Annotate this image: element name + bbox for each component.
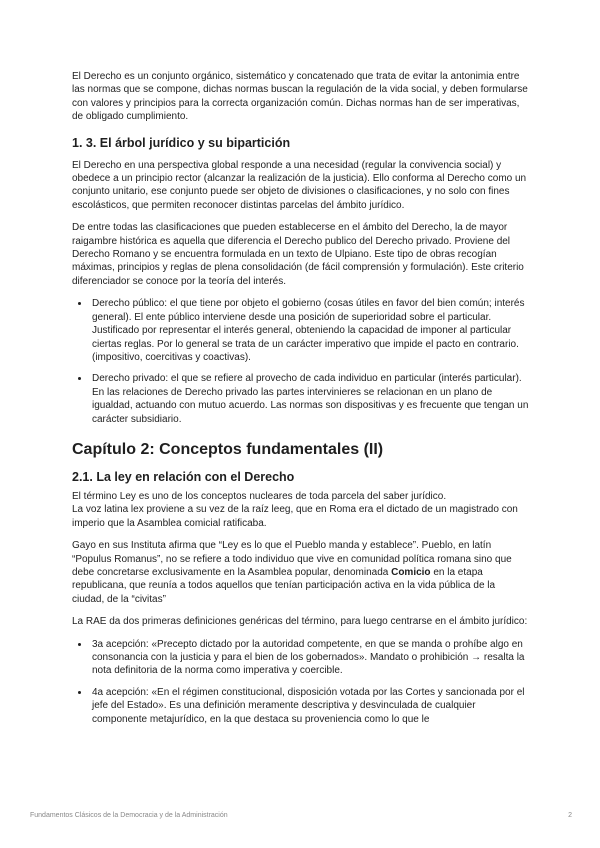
footer-title: Fundamentos Clásicos de la Democracia y de la Administración [30, 812, 228, 819]
paragraph: El Derecho en una perspectiva global responde a una necesidad (regular la convivencia social) y obedece a un principio rector (alcanzar la realización de la justicia). Ello conforma al Derecho como un conjunto unitario, ese conjunto puede ser objeto de divisiones o clasificaciones, y no solo con fines escolásticos, que permiten reconocer distintas parcelas del ámbito jurídico. [72, 159, 527, 211]
paragraph [72, 490, 530, 530]
intro-paragraph: El Derecho es un conjunto orgánico, sistemático y concatenado que trata de evitar la antonimia entre las normas que se compone, dichas normas buscan la regulación de la vida social, y deben formularse con valores y principios para la correcta organización común. Dichas normas han de ser imperativas, de obligado cumplimiento. [72, 71, 528, 123]
list-item: • 3a acepción: «Precepto dictado por la autoridad competente, en que se manda o prohíbe algo en consonancia con la justicia y para el bien de los gobernados». Mandato o prohibición → resalta la nota definitoria de la norma como imperativa y coercible. [90, 638, 530, 678]
section-heading-2-1: 2.1. La ley en relación con el Derecho [72, 469, 295, 484]
chapter-heading: Capítulo 2: Conceptos fundamentales (II) [72, 440, 384, 458]
list-item: • Derecho privado: el que se refiere al provecho de cada individuo en particular (interés particular). En las relaciones de Derecho privado las partes intervinieres se relacionan en un plano de igualdad, actuando con mutuo acuerdo. Las normas son dispositivas y es frecuente que tengan un carácter subsidiario. [90, 372, 530, 426]
paragraph-line: La voz latina lex proviene a su vez de la raíz leeg, que en Roma era el dictado de un magistrado con imperio que la Asamblea comicial ratificaba. [72, 504, 518, 529]
text-run: en la etapa republicana, que reunía a todos aquellos que tenían participación activa en la vida pública de la ciudad, de la “civitas” [72, 566, 496, 605]
paragraph-line: El término Ley es uno de los conceptos nucleares de toda parcela del saber jurídico. [72, 490, 447, 502]
bullet-list [72, 638, 530, 726]
page-footer [30, 812, 572, 819]
text-run: Gayo en sus Instituta afirma que “Ley es lo que el Pueblo manda y establece”. Pueblo, en latín “Populus Romanus”, no se refiere a todo individuo que vive en comunidad política romana sino que debe concretarse exclusivamente en la Asamblea popular, denominada [72, 540, 512, 578]
bold-term: Comicio [391, 566, 431, 578]
paragraph: La RAE da dos primeras definiciones genéricas del término, para luego centrarse en el ámbito jurídico: [72, 616, 528, 628]
document-body [72, 70, 530, 734]
bullet-list [72, 297, 530, 426]
page-number: 2 [568, 812, 572, 819]
list-item: • 4a acepción: «En el régimen constitucional, disposición votada por las Cortes y sancionada por el jefe del Estado». Es una definición meramente descriptiva y desvinculada de cualquier componente metajurídico, en la que destaca su proveniencia como lo que le [90, 686, 530, 726]
paragraph: De entre todas las clasificaciones que pueden establecerse en el ámbito del Derecho, la de mayor raigambre histórica es aquella que diferencia el Derecho publico del Derecho privado. Proviene del Derecho Romano y se encuentra formulada en un texto de Ulpiano. Este tipo de obras recogían máximas, principios y reglas de plena consolidación (de fácil comprensión y formulación). Este criterio diferenciador se conoce por la teoría del interés. [72, 222, 524, 287]
section-heading-1-3: 1. 3. El árbol jurídico y su bipartición [72, 135, 291, 150]
list-item: • Derecho público: el que tiene por objeto el gobierno (cosas útiles en favor del bien común; interés general). El ente público interviene desde una posición de superioridad sobre el particular. Justificado por representar el interés general, obteniendo la capacidad de imponer al particular ciertas reglas. Por lo general se trata de un carácter imperativo que impide el pacto en contrario. (impositivo, coercitivas y coactivas). [90, 297, 530, 364]
paragraph [72, 539, 530, 606]
